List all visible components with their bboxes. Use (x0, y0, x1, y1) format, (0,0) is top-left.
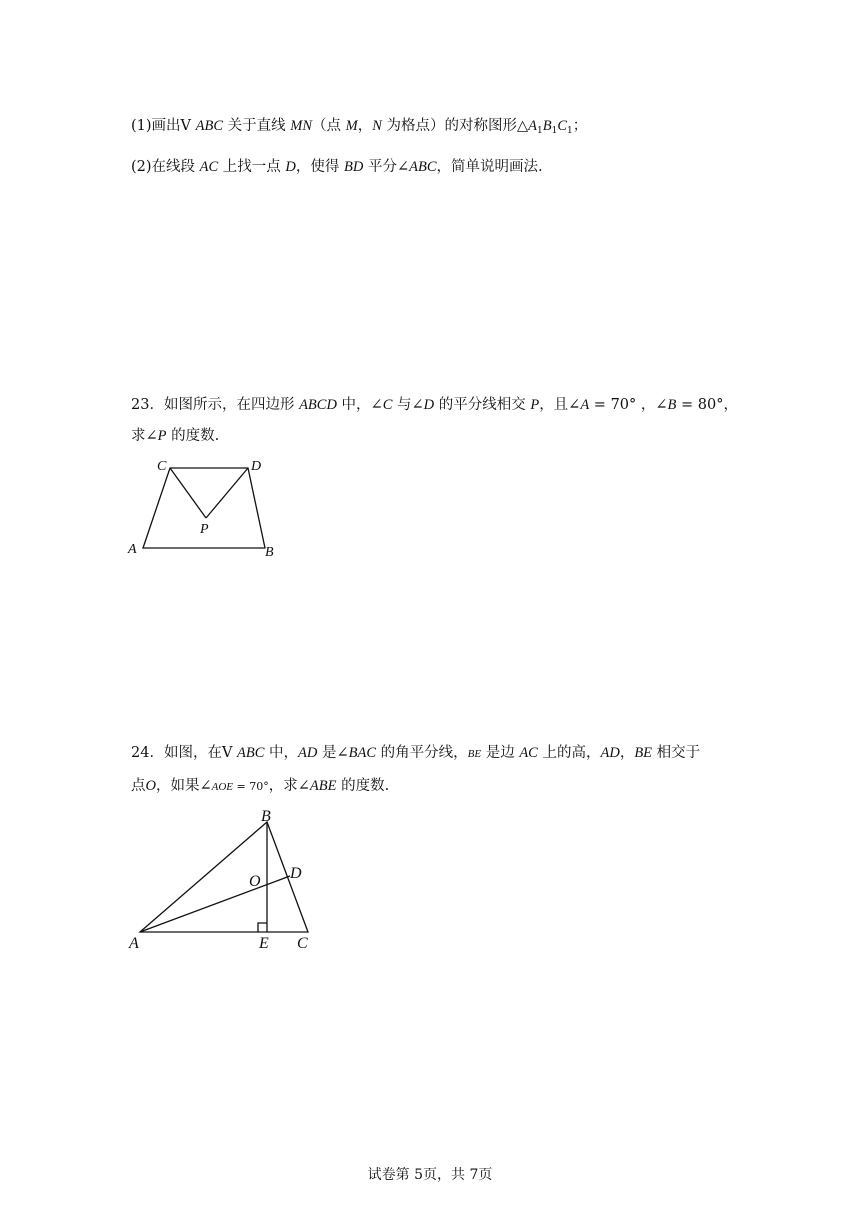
math-bac: BAC (348, 745, 377, 761)
triangle-symbol: V (180, 118, 196, 134)
math-be: BE (467, 748, 482, 760)
text: ， (357, 118, 373, 134)
q24-number-text: 24．如图，在 (131, 745, 222, 761)
math-abc: ABC (195, 118, 224, 134)
text: ， (723, 397, 738, 413)
math-ac: AC (199, 159, 219, 175)
text: 关于直线 (223, 118, 291, 134)
text: 的角平分线， (376, 745, 468, 761)
equation: = 80° (676, 397, 724, 413)
text: 是边 (481, 745, 520, 761)
math-m: M (345, 118, 358, 134)
math-d: D (423, 397, 435, 413)
label-b: B (265, 545, 274, 560)
text: ，如果∠ (155, 778, 212, 794)
math-ac: AC (519, 745, 538, 761)
q22-part2-prefix: (2)在线段 (131, 159, 200, 175)
math-n: N (372, 118, 382, 134)
bisector-cp (170, 468, 206, 518)
text: 为格点）的对称图形△ (381, 118, 529, 134)
bisector-dp (206, 468, 248, 518)
math-be: BE (634, 745, 653, 761)
q24-line1 (131, 743, 700, 764)
text: ，简单说明画法. (436, 159, 543, 175)
math-p: P (530, 397, 540, 413)
text: ， (619, 745, 635, 761)
text: 的平分线相交 (434, 397, 531, 413)
q23-line2 (131, 426, 219, 446)
text: 的度数. (336, 778, 390, 794)
q23-figure-quadrilateral (120, 452, 290, 562)
subscript: 1 (537, 126, 543, 136)
math-mn: MN (290, 118, 312, 134)
math-ad: AD (600, 745, 620, 761)
label-a: A (128, 542, 137, 557)
q22-part2 (131, 157, 543, 177)
math-b: B (667, 397, 677, 413)
math-ad: AD (298, 745, 318, 761)
label-c: C (297, 935, 308, 952)
q22-part1 (131, 116, 587, 141)
label-d: D (290, 865, 302, 882)
text: 求∠ (131, 428, 158, 444)
text: 上找一点 (218, 159, 286, 175)
subscript: 1 (551, 126, 558, 136)
math-a1: A (528, 118, 537, 134)
label-a: A (129, 935, 139, 952)
math-p: P (157, 428, 167, 444)
text: ； (572, 118, 588, 134)
text: （点 (312, 118, 346, 134)
equation: = 70° (589, 397, 637, 413)
q22-part1-prefix: (1)画出 (131, 118, 181, 134)
label-e: E (259, 935, 269, 952)
math-aoe: AOE (211, 781, 234, 793)
page-footer: 试卷第 5页，共 7页 (367, 1167, 493, 1183)
right-angle-mark (258, 923, 267, 932)
text: 点 (131, 778, 146, 794)
q23-number-text: 23．如图所示，在四边形 (131, 397, 300, 413)
math-abe: ABE (309, 778, 337, 794)
text: ，使得 (295, 159, 344, 175)
text: 上的高， (537, 745, 601, 761)
text: 相交于 (652, 745, 701, 761)
label-d: D (251, 459, 262, 474)
q23-line1 (131, 395, 738, 415)
text: ，求∠ (268, 778, 310, 794)
q24-line2 (131, 776, 389, 797)
triangle-symbol: V (221, 745, 238, 761)
math-c: C (382, 397, 393, 413)
text: 中，∠ (336, 397, 383, 413)
equation: = 70° (233, 780, 269, 793)
label-c: C (157, 459, 167, 474)
text: ，∠ (636, 397, 668, 413)
label-b: B (261, 808, 271, 825)
math-a: A (580, 397, 590, 413)
subscript: 1 (567, 126, 573, 136)
text: 的度数. (166, 428, 220, 444)
math-o: O (145, 778, 156, 794)
label-p: P (200, 522, 209, 537)
text: ，且∠ (539, 397, 581, 413)
q24-figure-triangle (125, 802, 325, 960)
text: 是∠ (317, 745, 349, 761)
math-b1: B (542, 118, 552, 134)
math-abc: ABC (237, 745, 265, 761)
math-abcd: ABCD (299, 397, 337, 413)
text: 与∠ (392, 397, 424, 413)
math-d: D (285, 159, 296, 175)
math-abc: ABC (409, 159, 437, 175)
triangle-abc (140, 822, 308, 932)
text: 平分∠ (363, 159, 410, 175)
label-o: O (249, 873, 261, 890)
math-c1: C (557, 118, 567, 134)
text: 中， (264, 745, 299, 761)
math-bd: BD (344, 159, 364, 175)
